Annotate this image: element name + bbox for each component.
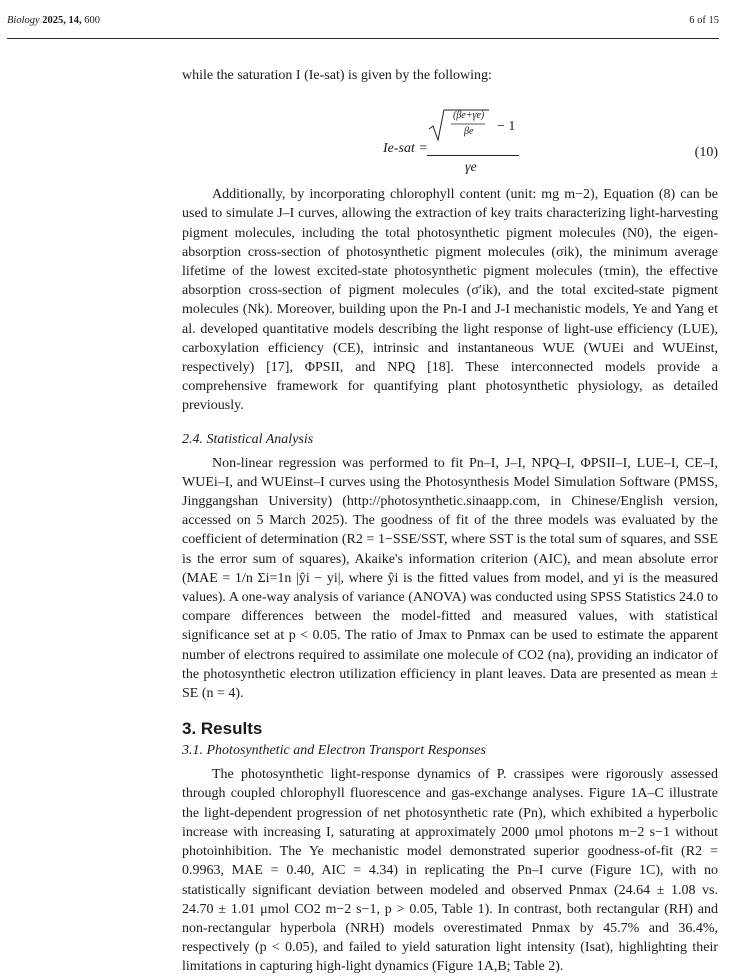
equation-10: [182, 95, 718, 179]
minus-one: − 1: [497, 119, 516, 135]
running-head: [7, 15, 719, 31]
numerator-top: (βe+γe): [453, 110, 485, 122]
page-indicator: 6 of 15: [689, 15, 719, 26]
fraction-bar: [427, 155, 519, 156]
numerator-bottom: βe: [464, 126, 474, 138]
section-3-1-heading: 3.1. Photosynthetic and Electron Transport Responses: [182, 743, 486, 759]
equation-lhs: Ie-sat =: [383, 141, 428, 157]
header-rule: [7, 38, 719, 39]
article-number: 600: [84, 15, 101, 26]
paragraph-1: Additionally, by incorporating chlorophyll content (unit: mg m−2), Equation (8) can be used to simulate J–I curves, allowing the extraction of key traits characterizing light-harvesting pigment molecules, including the total photosynthetic pigment molecules (N0), the eigen-absorption cross-section of photosynthetic pigment molecules (σik), the minimum average lifetime of the lowest excited-state photosynthetic pigment molecules (τmin), the effective absorption cross-section of pigment molecules (σ′ik), and the total excited-state pigment molecules (Nk). Moreover, building upon the Pn-I and J-I mechanistic models, Ye and Yang et al. developed quantitative models describing the light response of light-use efficiency (LUE), carboxylation efficiency (CE), intrinsic and instantaneous WUE (WUEi and WUEinst, respectively) [17], ΦPSII, and NPQ [18]. These interconnected models provide a comprehensive framework for quantifying plant photosynthetic physiology, as detailed previously.: [182, 187, 718, 414]
journal-citation: [7, 15, 100, 26]
intro-line: while the saturation I (Ie-sat) is given by the following:: [182, 68, 492, 83]
denominator: γe: [465, 160, 477, 176]
section-3-heading: 3. Results: [182, 719, 263, 739]
journal-year-volume: 2025, 14,: [42, 15, 82, 26]
journal-name: Biology: [7, 15, 40, 26]
paragraph-2: Non-linear regression was performed to fit Pn–I, J–I, NPQ–I, ΦPSII–I, LUE–I, CE–I, WUEi–I, and WUEinst–I curves using the Photosynthesis Model Simulation Software (PMSS, Jinggangshan University) (http://photosynthetic.sinaapp.com, in Chinese/English version, accessed on 5 March 2025). The goodness of fit of the three models was evaluated by the coefficient of determination (R2 = 1−SSE/SST, where SST is the total sum of squares, and SSE is the error sum of squares), Akaike's information criterion (AIC), and mean absolute error (MAE = 1/n Σi=1n |ŷi − yi|, where ŷi is the fitted values from model, and yi is the measured values). A one-way analysis of variance (ANOVA) was conducted using SPSS Statistics 24.0 to compare differences between the model-fitted and measured values, with statistical significance set at p < 0.05. The ratio of Jmax to Pnmax can be used to estimate the apparent number of electrons required to assimilate one molecule of CO2 (na), providing an indicator of the photosynthetic electron utilization efficiency in plant leaves. Data are presented as mean ± SE (n = 4).: [182, 455, 718, 702]
paragraph-3: The photosynthetic light-response dynamics of P. crassipes were rigorously assessed through coupled chlorophyll fluorescence and gas-exchange analyses. Figure 1A–C illustrate the light-dependent progression of net photosynthetic rate (Pn), which exhibited a hyperbolic increase with increasing I, saturating at approximately 2000 μmol photons m−2 s−1 without photoinhibition. The Ye mechanistic model demonstrated superior goodness-of-fit (R2 = 0.9963, MAE = 0.40, AIC = 4.34) in replicating the Pn–I curve (Figure 1C), with no statistically significant deviation between modeled and observed Pnmax (24.64 ± 1.08 vs. 24.70 ± 1.01 μmol CO2 m−2 s−1, p > 0.05, Table 1). In contrast, both rectangular (RH) and non-rectangular hyperbola (NRH) models overestimated Pnmax by 45.7% and 36.4%, respectively (p < 0.05), and failed to yield saturation light intensity (Isat), highlighting their limitations in capturing high-light dynamics (Figure 1A,B; Table 2).: [182, 767, 718, 975]
section-2-4-heading: 2.4. Statistical Analysis: [182, 431, 314, 447]
main-column: [182, 66, 718, 977]
equation-number: (10): [694, 145, 718, 161]
